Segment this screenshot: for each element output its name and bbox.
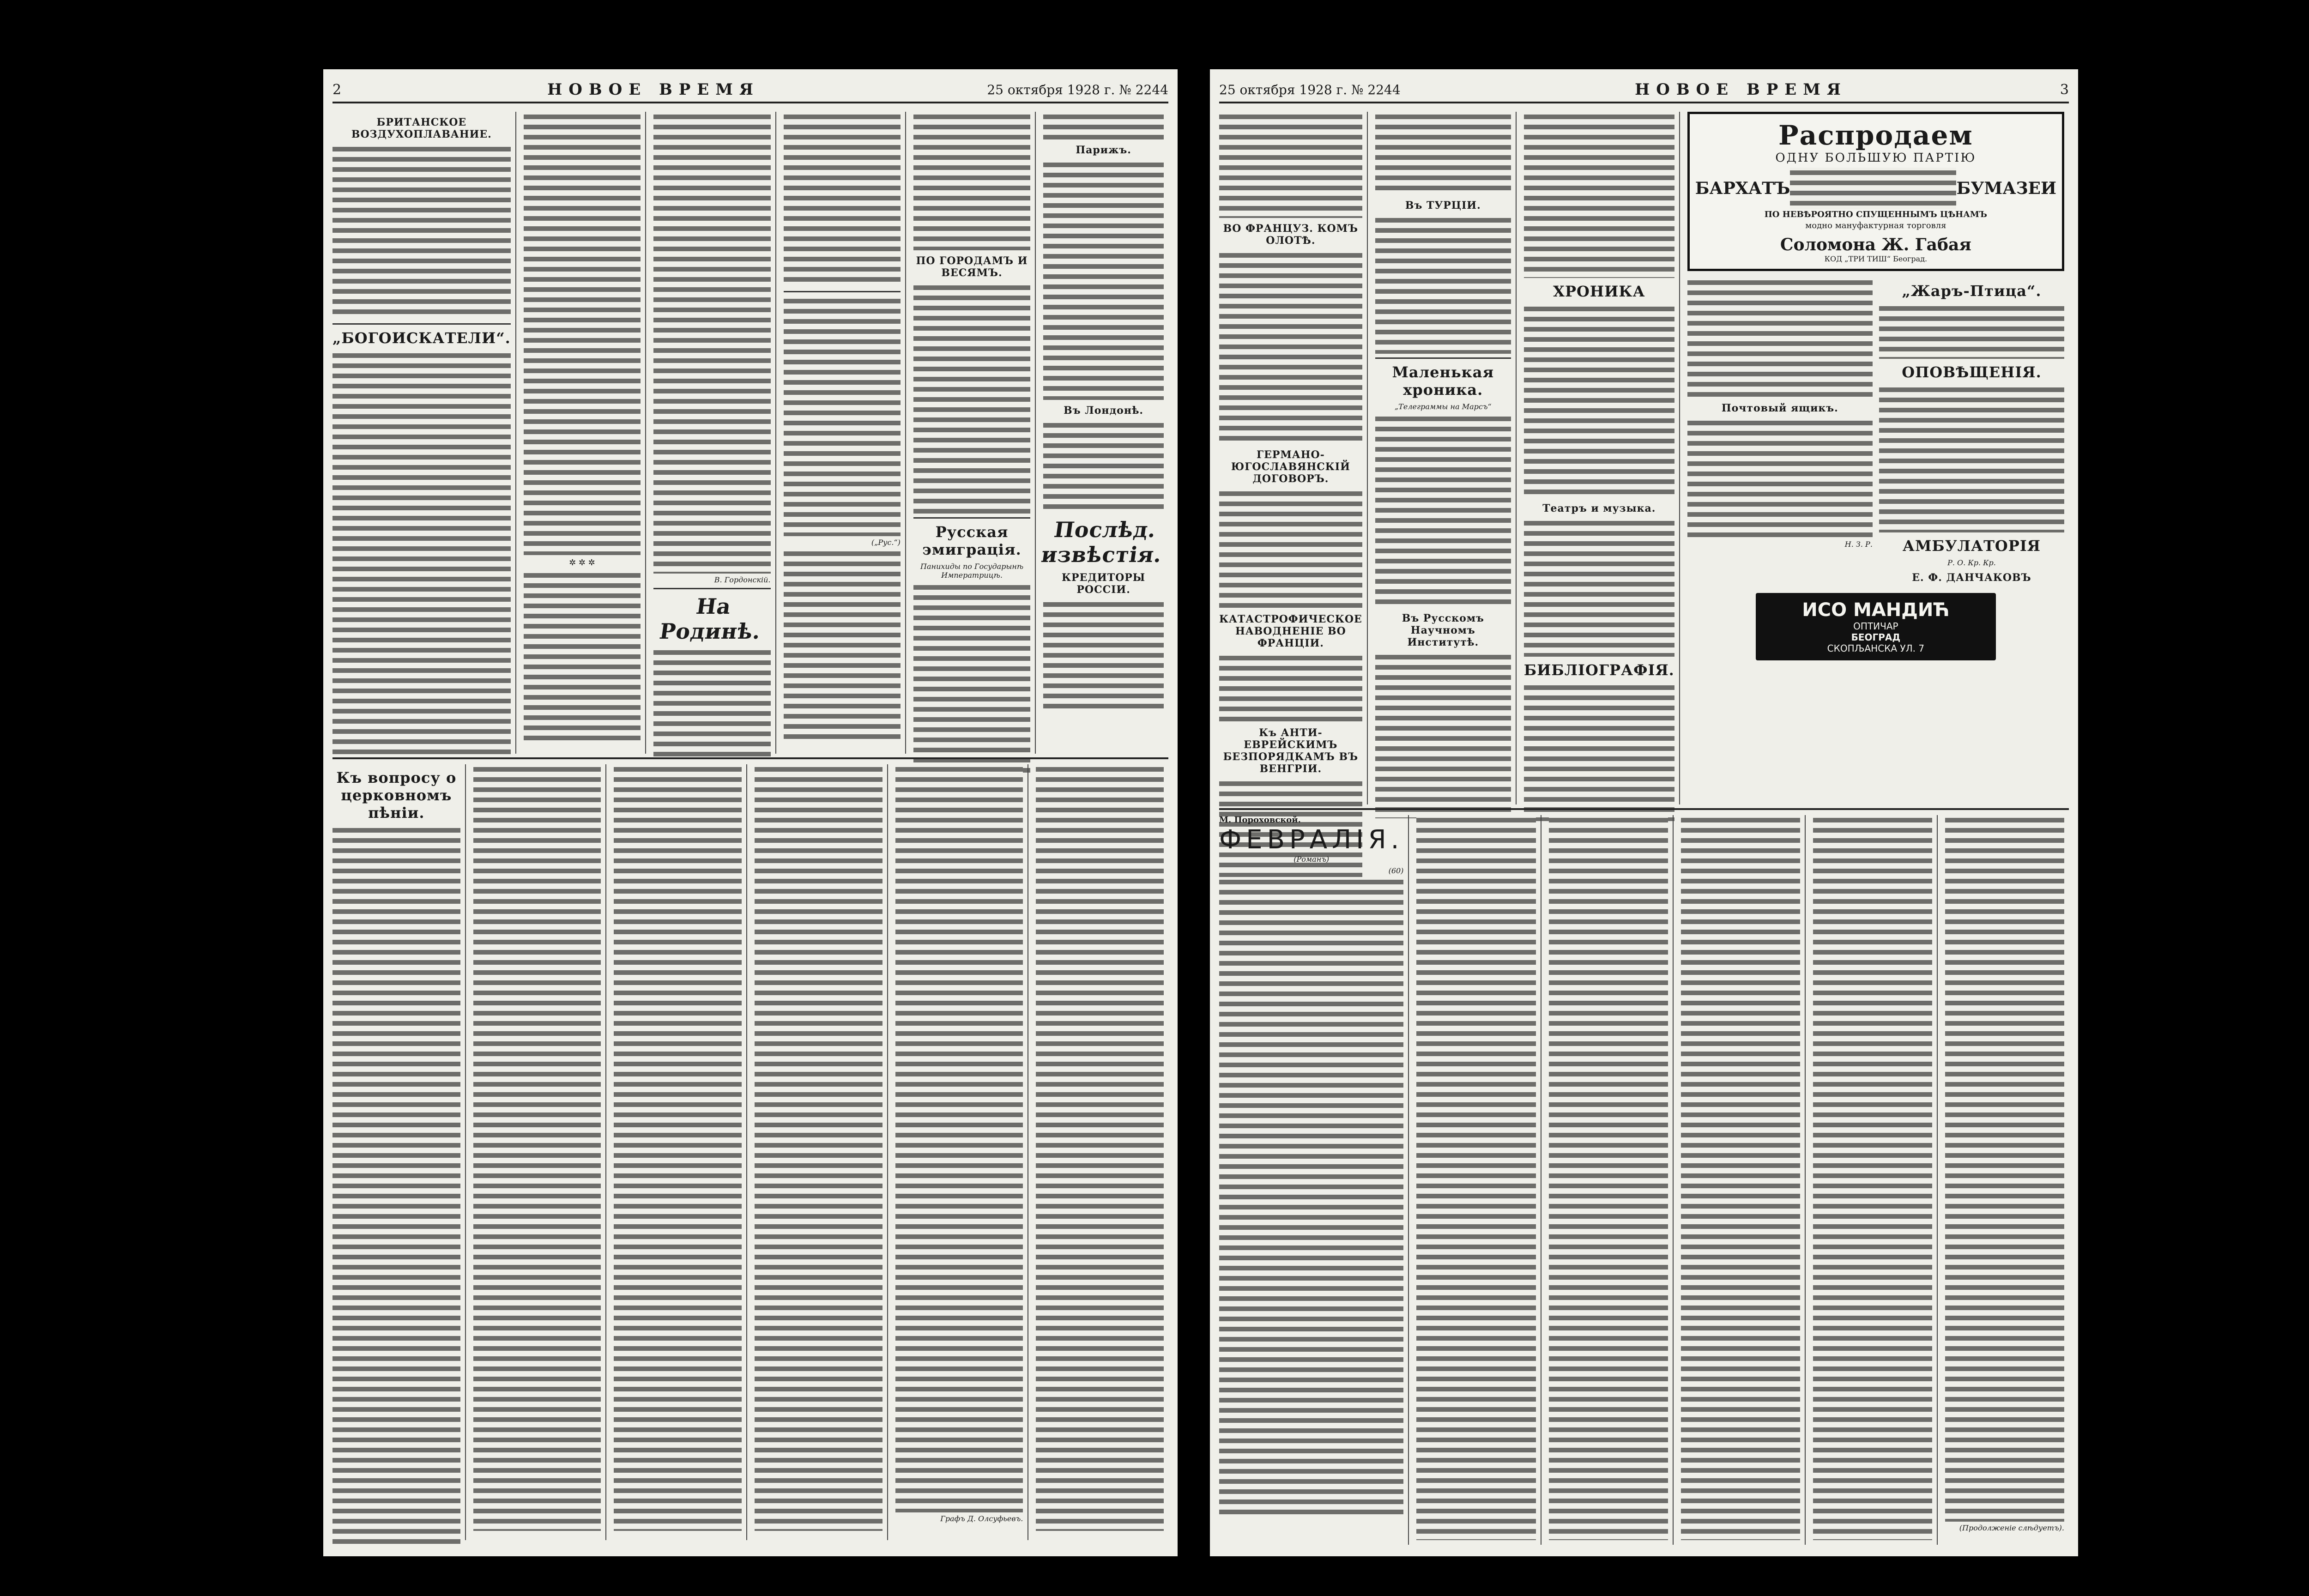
article-headline: Маленькая хроника.: [1392, 363, 1494, 399]
column-1: [332, 764, 466, 1540]
column-4-ads: [1687, 112, 2069, 804]
horizontal-rule: [1219, 808, 2069, 810]
signature: Графъ Д. Олсуфьевъ.: [940, 1514, 1023, 1523]
ad-word-right: БУМАЗЕИ: [1956, 179, 2056, 198]
article-headline: Въ ТУРЦІИ.: [1405, 200, 1481, 212]
divider: [1375, 357, 1511, 359]
article-headline: ОПОВѢЩЕНІЯ.: [1902, 363, 2042, 381]
article-body: [653, 112, 770, 574]
article-headline: КАТАСТРОФИЧЕСКОЕ НАВОДНЕНІЕ ВО ФРАНЦІИ.: [1219, 613, 1362, 649]
section-headline: Послѣд. извѣстія.: [1040, 517, 1164, 567]
article-headline: „БОГОИСКАТЕЛИ“.: [332, 329, 511, 347]
article-body: [913, 112, 1030, 250]
ad-body: [1790, 168, 1956, 209]
serial-column-2: [1416, 815, 1541, 1545]
article-body: [1219, 653, 1362, 722]
article-headline: КРЕДИТОРЫ РОССІИ.: [1062, 572, 1146, 596]
divider: [784, 291, 901, 292]
optician-name: ИСО МАНДИЋ: [1802, 599, 1950, 621]
article-body: [1524, 304, 1674, 498]
column-2: [1375, 112, 1517, 804]
column-6: [1040, 112, 1168, 754]
article-subheadline: „Телеграммы на Марсъ“: [1394, 402, 1492, 411]
article-body: [1524, 683, 1674, 821]
ambulatory-title: АМБУЛАТОРІЯ: [1902, 537, 2041, 555]
article-body: [332, 144, 511, 320]
column-6: [1036, 764, 1168, 1540]
lower-columns: [332, 764, 1168, 1540]
article-body: [1524, 112, 1674, 278]
article-headline: „Жаръ-Птица“.: [1902, 282, 2042, 300]
optician-city: БЕОГРАД: [1851, 632, 1901, 643]
article-body: [332, 351, 511, 757]
serial-column-5: [1813, 815, 1938, 1545]
ad-fashion: модно мануфактурная торговля: [1805, 221, 1946, 230]
article-body: [1375, 215, 1511, 354]
article-body: [473, 764, 601, 1531]
divider: [653, 588, 770, 589]
article-body: [1681, 815, 1800, 1540]
article-body: [1687, 278, 1873, 398]
article-body: [784, 296, 901, 536]
column-3: [614, 764, 747, 1540]
ad-word-left: БАРХАТЪ: [1695, 179, 1790, 198]
article-headline: Въ Русскомъ Научномъ Институтѣ.: [1402, 612, 1484, 648]
article-headline: Парижъ.: [1076, 144, 1131, 156]
ambulatory-sub: Р. О. Кр. Кр.: [1947, 558, 1996, 567]
serial-subtitle: (Романъ): [1294, 855, 1330, 864]
signature: В. Гордонскій.: [714, 575, 771, 584]
page-header: [1219, 78, 2069, 103]
doctor-name: Е. Ф. ДАНЧАКОВЪ: [1912, 572, 2031, 584]
column-4: [784, 112, 906, 754]
article-headline: ГЕРМАНО-ЮГОСЛАВЯНСКІЙ ДОГОВОРЪ.: [1231, 449, 1350, 485]
ad-words: [1695, 168, 2056, 209]
ad-subtitle: ОДНУ БОЛЬШУЮ ПАРТІЮ: [1775, 151, 1977, 165]
column-5: [913, 112, 1036, 754]
article-body: [1524, 518, 1674, 657]
optician-street: СКОПЉАНСКА УЛ. 7: [1827, 643, 1925, 654]
article-body: [1043, 599, 1164, 710]
section-ornament: ✲ ✲ ✲: [569, 558, 595, 568]
column-5: [895, 764, 1029, 1540]
masthead: НОВОЕ ВРЕМЯ: [547, 80, 760, 99]
article-body: [1036, 764, 1164, 1531]
masthead: НОВОЕ ВРЕМЯ: [1635, 80, 1847, 99]
article-headline: БРИТАНСКОЕ ВОЗДУХОПЛАВАНИЕ.: [351, 116, 492, 140]
article-body: [1375, 414, 1511, 608]
article-body: [1879, 303, 2064, 359]
serial-author: М. Пороховской.: [1219, 815, 1301, 825]
signature: Н. З. Р.: [1844, 540, 1873, 549]
article-body: [1879, 385, 2064, 532]
article-headline: ВО ФРАНЦУЗ. КОМЪ ОЛОТѢ.: [1223, 223, 1359, 247]
serial-column-4: [1681, 815, 1806, 1545]
article-body: [524, 570, 641, 746]
article-headline: Къ вопросу о церковномъ пѣніи.: [336, 769, 457, 822]
article-body: [1375, 652, 1511, 818]
article-body: [524, 112, 641, 555]
article-body: [1416, 815, 1535, 1540]
article-headline: Театръ и музыка.: [1542, 502, 1656, 514]
article-body: [1043, 420, 1164, 513]
article-body: [1043, 112, 1164, 139]
page-number: 2: [332, 81, 342, 98]
article-body: [913, 582, 1030, 776]
column-3: [1524, 112, 1680, 804]
article-body: [653, 647, 770, 758]
divider: [913, 517, 1030, 519]
article-body: [895, 764, 1023, 1512]
signature: („Рус.“): [871, 538, 901, 547]
article-body: [1375, 112, 1511, 195]
article-body: [614, 764, 742, 1531]
newspaper-page-left: [323, 69, 1178, 1556]
issue-date: 25 октября 1928 г. № 2244: [987, 82, 1168, 97]
section-headline: На Родинѣ.: [658, 594, 763, 644]
article-body: [784, 112, 901, 287]
article-body: [1687, 418, 1873, 538]
article-body: [913, 283, 1030, 514]
column-3: [653, 112, 776, 754]
article-body: [1813, 815, 1932, 1540]
section-headline: ХРОНИКА: [1553, 283, 1645, 300]
ad-line: ПО НЕВѢРОЯТНО СПУЩЕННЫМЪ ЦѢНАМЪ: [1764, 210, 1987, 219]
column-2: [524, 112, 646, 754]
serial-columns: [1219, 815, 2069, 1545]
serial-column-3: [1549, 815, 1674, 1545]
column-1: [1219, 112, 1368, 804]
advertisement-optician: [1756, 593, 1996, 660]
ad-column-left: [1687, 278, 1873, 587]
column-2: [473, 764, 607, 1540]
issue-date: 25 октября 1928 г. № 2244: [1219, 82, 1401, 97]
article-headline: Почтовый ящикъ.: [1721, 402, 1838, 414]
advertisement-sale: [1687, 112, 2064, 271]
article-headline: БИБЛІОГРАФІЯ.: [1523, 661, 1674, 679]
article-body: [332, 825, 460, 1546]
article-body: [1043, 160, 1164, 400]
ad-title: Распродаем: [1778, 120, 1973, 151]
article-body: [1219, 489, 1362, 609]
article-headline: Русская эмиграція.: [922, 523, 1022, 558]
article-body: [1219, 877, 1403, 1514]
article-headline: Къ АНТИ-ЕВРЕЙСКИМЪ БЕЗПОРЯДКАМЪ ВЪ ВЕНГРІИ.: [1223, 727, 1359, 775]
article-body: [1945, 815, 2064, 1522]
article-headline: ПО ГОРОДАМЪ И ВЕСЯМЪ.: [916, 255, 1028, 279]
serial-number: (60): [1388, 866, 1404, 875]
page-number: 3: [2060, 81, 2069, 98]
serial-column-1: [1219, 815, 1409, 1545]
column-4: [755, 764, 888, 1540]
upper-columns: [332, 112, 1168, 754]
divider: [332, 323, 511, 325]
page-header: [332, 78, 1168, 103]
column-1: [332, 112, 516, 754]
horizontal-rule: [332, 757, 1168, 759]
article-body: [1219, 112, 1362, 218]
article-body: [755, 764, 882, 1531]
ad-column-right: [1879, 278, 2064, 587]
article-body: [1219, 250, 1362, 444]
article-body: [1549, 815, 1668, 1540]
upper-columns: [1219, 112, 2069, 804]
article-headline: Въ Лондонѣ.: [1064, 405, 1144, 417]
continuation-note: (Продолженіе слѣдуетъ).: [1959, 1523, 2064, 1532]
ad-owner: Соломона Ж. Габая: [1780, 235, 1971, 254]
ad-address: КОД „ТРИ ТИШ“ Београд.: [1824, 254, 1928, 263]
serial-column-6: [1945, 815, 2069, 1545]
article-subheadline: Панихиды по Государынѣ Императрицѣ.: [920, 562, 1024, 580]
optician-trade: ОПТИЧАР: [1853, 621, 1898, 632]
article-body: [784, 549, 901, 743]
newspaper-page-right: [1210, 69, 2078, 1556]
ad-columns: [1687, 278, 2064, 587]
serial-title: ФЕВРАЛІЯ.: [1219, 825, 1404, 855]
